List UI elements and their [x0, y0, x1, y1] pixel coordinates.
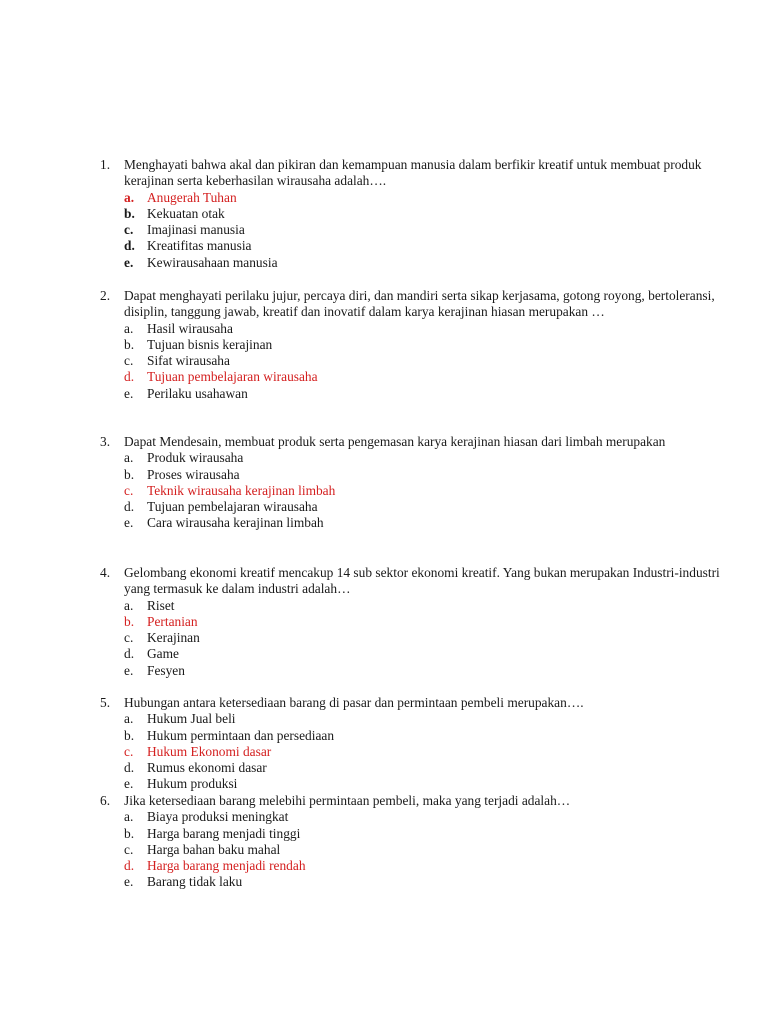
option-c	[100, 744, 720, 760]
question-6	[100, 793, 720, 891]
option-text: Kreatifitas manusia	[147, 238, 252, 254]
option-letter: c.	[124, 630, 134, 646]
option-text: Game	[147, 646, 179, 662]
option-letter: a.	[124, 450, 134, 466]
option-text: Perilaku usahawan	[147, 385, 248, 401]
option-letter: b.	[124, 205, 135, 221]
option-d	[100, 369, 720, 385]
option-letter: d.	[124, 858, 135, 874]
option-a	[100, 711, 720, 727]
question-text: Jika ketersediaan barang melebihi permintaan pembeli, maka yang terjadi adalah…	[124, 793, 571, 808]
option-e	[100, 776, 720, 792]
option-text: Harga barang menjadi rendah	[147, 858, 306, 874]
option-letter: e.	[124, 254, 134, 270]
option-text: Kekuatan otak	[147, 205, 225, 221]
option-letter: b.	[124, 466, 135, 482]
option-text: Imajinasi manusia	[147, 222, 245, 238]
option-c	[100, 222, 720, 238]
option-letter: a.	[124, 320, 134, 336]
option-d	[100, 499, 720, 515]
option-b	[100, 728, 720, 744]
option-text: Hukum produksi	[147, 776, 238, 792]
option-letter: c.	[124, 482, 134, 498]
option-letter: a.	[124, 189, 135, 205]
question-number: 5.	[100, 695, 111, 710]
option-text: Tujuan pembelajaran wirausaha	[147, 499, 318, 515]
option-b	[100, 614, 720, 630]
option-text: Fesyen	[147, 662, 185, 678]
option-text: Hukum permintaan dan persediaan	[147, 727, 335, 743]
option-letter: d.	[124, 760, 135, 776]
option-letter: b.	[124, 727, 135, 743]
option-d	[100, 238, 720, 254]
option-list	[100, 190, 720, 271]
option-text: Riset	[147, 597, 175, 613]
option-letter: b.	[124, 613, 135, 629]
option-text: Pertanian	[147, 613, 198, 629]
option-text: Harga barang menjadi tinggi	[147, 825, 301, 841]
option-e	[100, 255, 720, 271]
option-letter: c.	[124, 222, 134, 238]
option-e	[100, 386, 720, 402]
option-letter: c.	[124, 743, 134, 759]
option-b	[100, 206, 720, 222]
option-letter: e.	[124, 515, 134, 531]
question-number: 4.	[100, 565, 111, 580]
question-text: Dapat menghayati perilaku jujur, percaya diri, dan mandiri serta sikap kerjasama, gotong royong, bertoleransi, disiplin, tanggung jawab, kreatif dan inovatif dalam karya kerajinan hiasan merupakan …	[124, 288, 715, 320]
option-text: Kerajinan	[147, 630, 200, 646]
option-a	[100, 809, 720, 825]
option-letter: c.	[124, 841, 134, 857]
option-letter: e.	[124, 874, 134, 890]
option-text: Sifat wirausaha	[147, 353, 230, 369]
option-e	[100, 874, 720, 890]
option-text: Hukum Ekonomi dasar	[147, 743, 272, 759]
option-letter: a.	[124, 809, 134, 825]
option-c	[100, 353, 720, 369]
option-letter: d.	[124, 499, 135, 515]
option-letter: d.	[124, 646, 135, 662]
option-text: Proses wirausaha	[147, 466, 240, 482]
question-number: 1.	[100, 157, 111, 172]
option-text: Hasil wirausaha	[147, 320, 233, 336]
option-list	[100, 809, 720, 890]
option-list	[100, 450, 720, 531]
question-number: 6.	[100, 793, 111, 808]
option-text: Anugerah Tuhan	[147, 189, 237, 205]
option-letter: b.	[124, 336, 135, 352]
question-text: Hubungan antara ketersediaan barang di pasar dan permintaan pembeli merupakan….	[124, 695, 584, 710]
question-5	[100, 695, 720, 793]
option-b	[100, 337, 720, 353]
question-1	[100, 157, 720, 271]
option-letter: d.	[124, 238, 135, 254]
option-letter: e.	[124, 662, 134, 678]
question-number: 3.	[100, 434, 111, 449]
option-text: Tujuan bisnis kerajinan	[147, 336, 273, 352]
option-list	[100, 321, 720, 402]
option-list	[100, 711, 720, 792]
option-c	[100, 842, 720, 858]
option-text: Produk wirausaha	[147, 450, 244, 466]
question-text: Dapat Mendesain, membuat produk serta pengemasan karya kerajinan hiasan dari limbah merupakan	[124, 434, 666, 449]
option-letter: a.	[124, 597, 134, 613]
option-list	[100, 598, 720, 679]
question-2	[100, 288, 720, 402]
option-d	[100, 646, 720, 662]
option-text: Rumus ekonomi dasar	[147, 760, 267, 776]
option-text: Teknik wirausaha kerajinan limbah	[147, 482, 336, 498]
option-text: Cara wirausaha kerajinan limbah	[147, 515, 324, 531]
option-text: Kewirausahaan manusia	[147, 254, 278, 270]
option-text: Hukum Jual beli	[147, 711, 236, 727]
option-a	[100, 190, 720, 206]
option-text: Biaya produksi meningkat	[147, 809, 289, 825]
option-a	[100, 450, 720, 466]
option-b	[100, 826, 720, 842]
question-4	[100, 565, 720, 679]
option-a	[100, 321, 720, 337]
option-text: Harga bahan baku mahal	[147, 841, 281, 857]
option-c	[100, 630, 720, 646]
option-text: Barang tidak laku	[147, 874, 243, 890]
option-text: Tujuan pembelajaran wirausaha	[147, 369, 318, 385]
question-3	[100, 434, 720, 532]
option-d	[100, 858, 720, 874]
option-letter: e.	[124, 385, 134, 401]
option-e	[100, 515, 720, 531]
option-letter: b.	[124, 825, 135, 841]
option-letter: a.	[124, 711, 134, 727]
option-d	[100, 760, 720, 776]
option-b	[100, 467, 720, 483]
option-letter: d.	[124, 369, 135, 385]
option-e	[100, 663, 720, 679]
option-a	[100, 598, 720, 614]
question-text: Gelombang ekonomi kreatif mencakup 14 sub sektor ekonomi kreatif. Yang bukan merupakan Industri-industri yang termasuk ke dalam industri adalah…	[124, 565, 720, 597]
option-letter: e.	[124, 776, 134, 792]
question-text: Menghayati bahwa akal dan pikiran dan kemampuan manusia dalam berfikir kreatif untuk membuat produk kerajinan serta keberhasilan wirausaha adalah….	[124, 157, 702, 189]
option-c	[100, 483, 720, 499]
question-number: 2.	[100, 288, 111, 303]
option-letter: c.	[124, 353, 134, 369]
